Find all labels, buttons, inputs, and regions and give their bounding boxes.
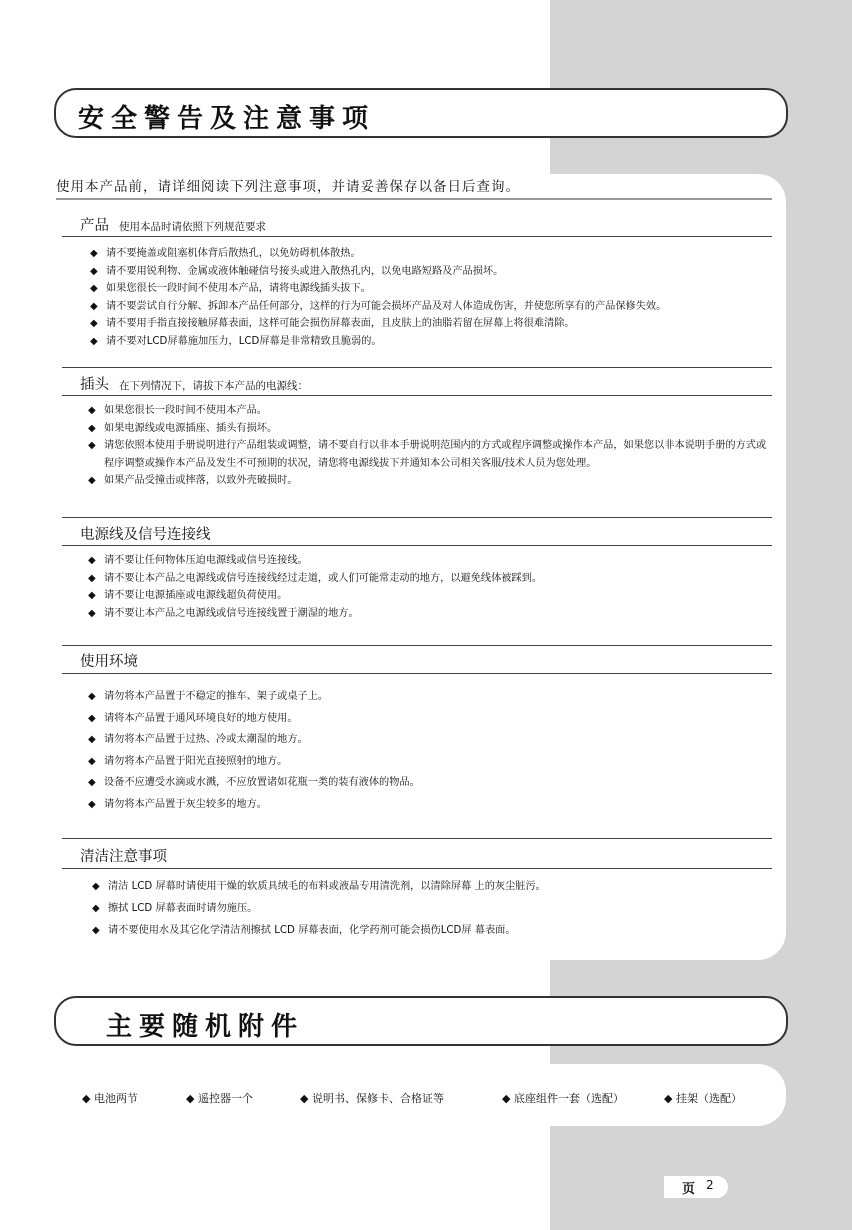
cable-list — [88, 552, 776, 622]
section-cleaning-divider — [62, 868, 772, 869]
section-environment-heading: 使用环境 — [80, 654, 138, 670]
diamond-bullet-icon: ◆ — [88, 405, 96, 416]
environment-list — [88, 686, 776, 815]
list-item: ◆ 请勿将本产品置于不稳定的推车、架子或桌子上。 — [88, 686, 776, 708]
list-item: ◆ 请您依照本使用手册说明进行产品组装或调整，请不要自行以非本手册说明范围内的方式或程序调整或操作本产品，如果您以非本说明手册的方式或程序调整或操作本产品及发生不可预期的状况，请您将电源线拔下并通知本公司相关客服/技术人员为您处理。 — [88, 437, 776, 472]
product-list — [90, 245, 780, 350]
list-item: ◆ 请勿将本产品置于灰尘较多的地方。 — [88, 794, 776, 816]
diamond-bullet-icon: ◆ — [88, 572, 96, 584]
page-label: 页 — [682, 1182, 696, 1197]
section-cable-heading: 电源线及信号连接线 — [80, 527, 211, 543]
list-item: ◆ 请勿将本产品置于阳光直接照射的地方。 — [88, 751, 776, 773]
section-plug-subtitle: 在下列情况下，请拔下本产品的电源线： — [119, 380, 308, 392]
diamond-bullet-icon: ◆ — [90, 300, 98, 312]
diamond-bullet-icon: ◆ — [88, 712, 96, 724]
list-item: ◆ 请不要让电源插座或电源线超负荷使用。 — [88, 587, 776, 605]
cleaning-list — [92, 876, 776, 942]
section-plug-heading — [80, 373, 308, 394]
list-item: ◆ 如果电源线或电源插座、插头有损坏。 — [88, 420, 776, 438]
list-item: ◆ 请不要让本产品之电源线或信号连接线置于潮湿的地方。 — [88, 605, 776, 623]
section-plug-title: 插头 — [80, 377, 109, 393]
list-item: ◆ 请不要掩盖或阻塞机体背后散热孔，以免妨碍机体散热。 — [90, 245, 780, 263]
list-item: ◆ 请将本产品置于通风环境良好的地方使用。 — [88, 708, 776, 730]
list-item: ◆ 请不要使用水及其它化学清洁剂擦拭 LCD 屏幕表面，化学药剂可能会损伤LCD屏 幕表面。 — [92, 920, 776, 942]
list-item: ◆ 如果产品受撞击或摔落，以致外壳破损时。 — [88, 472, 776, 490]
diamond-bullet-icon: ◆ — [88, 440, 96, 451]
accessory-item: ◆ 说明书、保修卡、合格证等 — [300, 1092, 444, 1105]
list-item: ◆ 擦拭 LCD 屏幕表面时请勿施压。 — [92, 898, 776, 920]
diamond-bullet-icon: ◆ — [88, 590, 96, 601]
diamond-bullet-icon: ◆ — [88, 607, 96, 619]
diamond-bullet-icon: ◆ — [92, 903, 100, 914]
section-product-title: 产品 — [80, 218, 109, 234]
diamond-bullet-icon: ◆ — [90, 283, 98, 294]
diamond-bullet-icon: ◆ — [90, 248, 98, 259]
plug-list — [88, 402, 776, 490]
list-item: ◆ 请不要让任何物体压迫电源线或信号连接线。 — [88, 552, 776, 570]
diamond-bullet-icon: ◆ — [88, 798, 96, 810]
page-title: 安全警告及注意事项 — [78, 104, 376, 134]
diamond-bullet-icon: ◆ — [88, 691, 96, 702]
diamond-bullet-icon: ◆ — [88, 422, 96, 434]
page-number: 2 — [706, 1178, 714, 1192]
list-item: ◆ 请不要尝试自行分解、拆卸本产品任何部分，这样的行为可能会损坏产品及对人体造成伤害，并使您所享有的产品保修失效。 — [90, 298, 780, 316]
section-cable-divider — [62, 545, 772, 546]
list-item: ◆ 请不要让本产品之电源线或信号连接线经过走道，或人们可能常走动的地方，以避免线体被踩到。 — [88, 570, 776, 588]
accessory-item: ◆ 挂架（选配） — [664, 1092, 742, 1105]
accessory-item: ◆ 底座组件一套（选配） — [502, 1092, 624, 1105]
section-environment-top-divider — [62, 645, 772, 646]
diamond-bullet-icon: ◆ — [90, 318, 98, 329]
section-environment-divider — [62, 673, 772, 674]
section-product-heading — [80, 214, 266, 235]
list-item: ◆ 清洁 LCD 屏幕时请使用干燥的软质具绒毛的布料或液晶专用清洗剂，以清除屏幕 上的灰尘脏污。 — [92, 876, 776, 898]
section-cleaning-top-divider — [62, 838, 772, 839]
section-plug-divider — [62, 395, 772, 396]
list-item: ◆ 设备不应遭受水滴或水溅，不应放置诸如花瓶一类的装有液体的物品。 — [88, 772, 776, 794]
accessories-title: 主要随机附件 — [106, 1012, 305, 1042]
section-product-subtitle: 使用本品时请依照下列规范要求 — [119, 221, 266, 233]
accessory-item: ◆ 电池两节 — [82, 1092, 138, 1105]
section-cable-top-divider — [62, 517, 772, 518]
accessory-item: ◆ 遥控器一个 — [186, 1092, 253, 1105]
section-cleaning-heading: 清洁注意事项 — [80, 849, 167, 865]
intro-divider — [56, 198, 772, 200]
diamond-bullet-icon: ◆ — [88, 475, 96, 486]
list-item: ◆ 请勿将本产品置于过热、冷或太潮湿的地方。 — [88, 729, 776, 751]
list-item: ◆ 如果您很长一段时间不使用本产品。 — [88, 402, 776, 420]
diamond-bullet-icon: ◆ — [92, 881, 100, 892]
diamond-bullet-icon: ◆ — [88, 777, 96, 788]
list-item: ◆ 如果您很长一段时间不使用本产品，请将电源线插头拔下。 — [90, 280, 780, 298]
section-plug-top-divider — [62, 367, 772, 368]
page-number-badge — [664, 1176, 728, 1198]
section-product-divider — [62, 236, 772, 237]
diamond-bullet-icon: ◆ — [88, 755, 96, 767]
list-item: ◆ 请不要对LCD屏幕施加压力，LCD屏幕是非常精致且脆弱的。 — [90, 333, 780, 351]
list-item: ◆ 请不要用锐利物、金属或液体触碰信号接头或进入散热孔内，以免电路短路及产品损坏。 — [90, 263, 780, 281]
diamond-bullet-icon: ◆ — [88, 734, 96, 745]
diamond-bullet-icon: ◆ — [92, 925, 100, 936]
diamond-bullet-icon: ◆ — [90, 265, 98, 277]
diamond-bullet-icon: ◆ — [88, 555, 96, 566]
list-item: ◆ 请不要用手指直接接触屏幕表面，这样可能会损伤屏幕表面，且皮肤上的油脂若留在屏幕上将很难清除。 — [90, 315, 780, 333]
diamond-bullet-icon: ◆ — [90, 335, 98, 347]
intro-text: 使用本产品前，请详细阅读下列注意事项，并请妥善保存以备日后查询。 — [56, 179, 520, 195]
